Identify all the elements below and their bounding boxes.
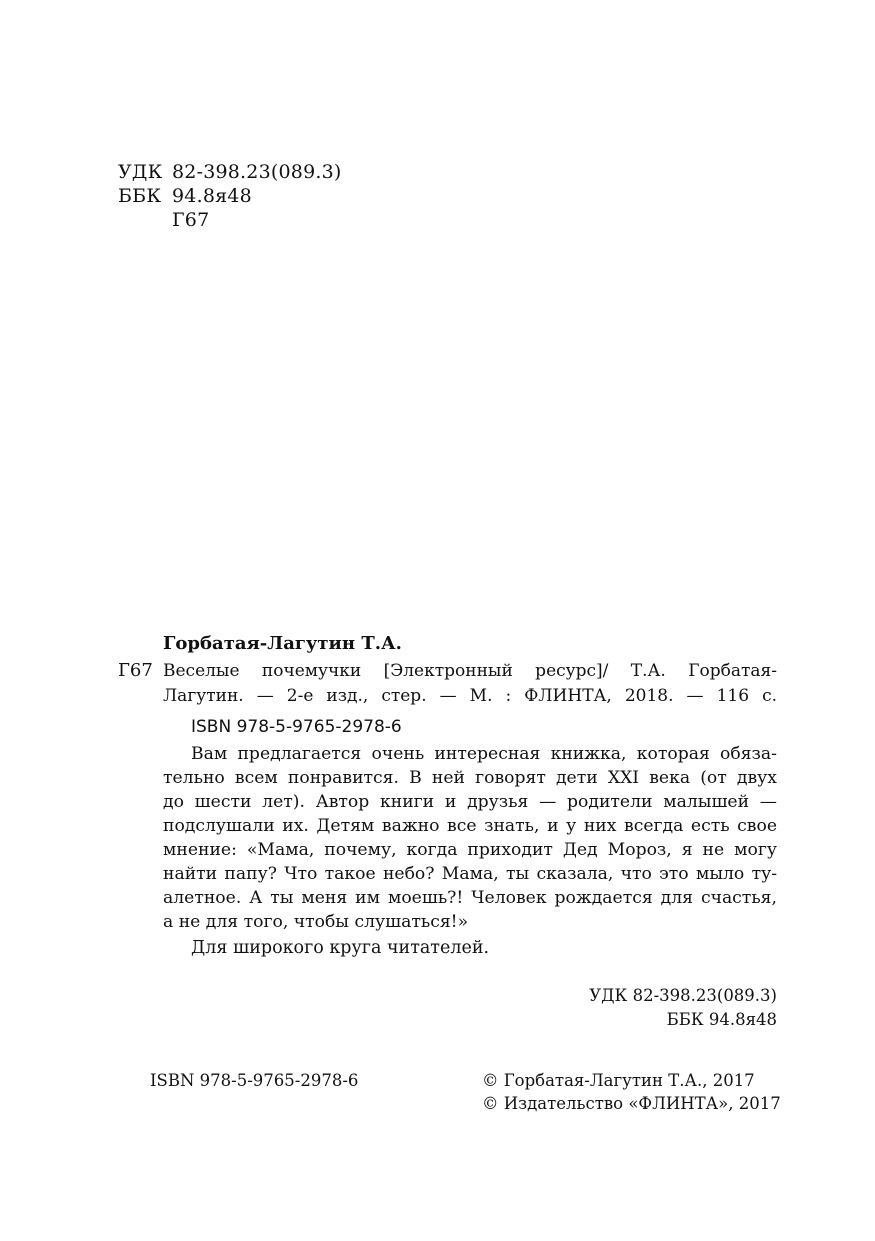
annotation — [163, 742, 777, 934]
footer-bbk: ББК 94.8я48 — [666, 1010, 777, 1029]
entry-title-line-2: Лагутин. — 2-е изд., стер. — М. : ФЛИНТА, 2018. — 116 с. — [163, 686, 777, 706]
annotation-line: подслушали их. Детям важно все знать, и у них всегда есть свое — [163, 816, 777, 836]
udk-value: 82-398.23(089.3) — [172, 161, 342, 183]
bbk-value: 94.8я48 — [172, 185, 252, 207]
annotation-line: Вам предлагается очень интересная книжка, которая обяза- — [191, 744, 777, 764]
annotation-line: до шести лет). Автор книги и друзья — родители малышей — — [163, 792, 777, 812]
entry-isbn: ISBN 978-5-9765-2978-6 — [191, 717, 402, 737]
author-heading: Горбатая-Лагутин Т.А. — [163, 633, 402, 654]
copyright-publisher: © Издательство «ФЛИНТА», 2017 — [482, 1094, 781, 1113]
udk-row — [0, 160, 875, 184]
entry-title-line-1: Веселые почемучки [Электронный ресурс]/ Т.А. Горбатая- — [163, 661, 777, 681]
copyright-author: © Горбатая-Лагутин Т.А., 2017 — [482, 1071, 755, 1090]
udk-label: УДК — [118, 161, 163, 183]
annotation-line: алетное. А ты меня им моешь?! Человек рождается для счастья, — [163, 888, 777, 908]
annotation-line: найти папу? Что такое небо? Мама, ты сказала, что это мыло ту- — [163, 864, 777, 884]
annotation-line: мнение: «Мама, почему, когда приходит Дед Мороз, я не могу — [163, 840, 777, 860]
entry-author-mark: Г67 — [118, 660, 153, 681]
annotation-line: тельно всем понравится. В ней говорят дети XXI века (от двух — [163, 768, 777, 788]
author-mark: Г67 — [172, 209, 210, 231]
bbk-row — [0, 184, 875, 208]
annotation-line: а не для того, чтобы слушаться!» — [163, 912, 469, 932]
footer-isbn: ISBN 978-5-9765-2978-6 — [150, 1071, 359, 1090]
bbk-label: ББК — [118, 185, 162, 207]
audience-note: Для широкого круга читателей. — [191, 938, 490, 958]
author-mark-row — [0, 208, 875, 232]
footer-udk: УДК 82-398.23(089.3) — [589, 986, 777, 1005]
